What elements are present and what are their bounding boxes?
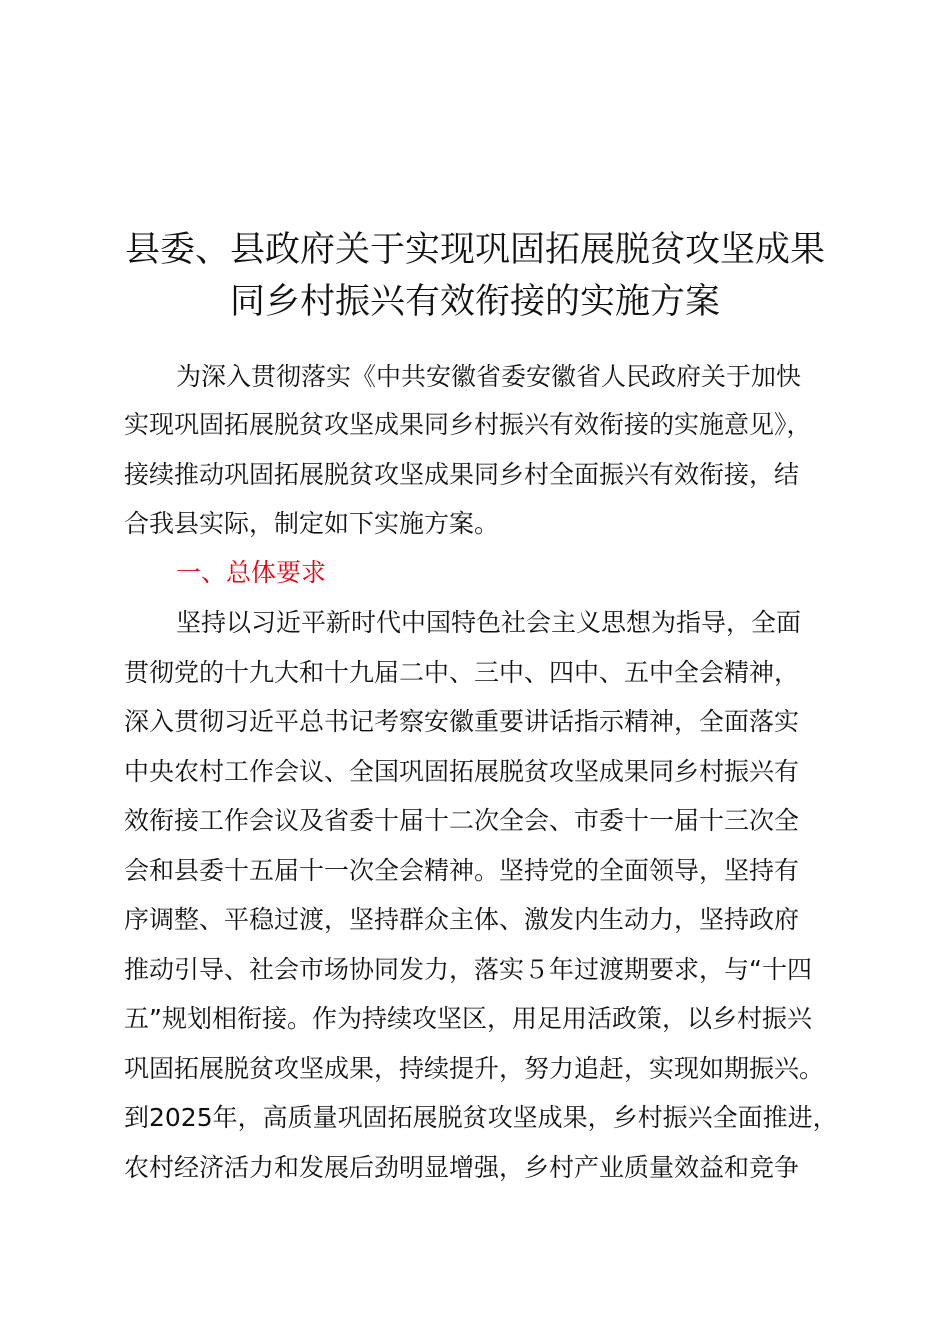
intro-line-2: 实现巩固拓展脱贫攻坚成果同乡村振兴有效衔接的实施意见》， xyxy=(124,410,812,439)
body-line-10: 巩固拓展脱贫攻坚成果，持续提升，努力追赶，实现如期振兴。 xyxy=(124,1054,825,1083)
body-line-8: 推动引导、社会市场协同发力，落实５年过渡期要求，与“十四 xyxy=(124,955,812,984)
body-line-7: 序调整、平稳过渡，坚持群众主体、激发内生动力，坚持政府 xyxy=(124,905,800,934)
body-line-11: 到2025年，高质量巩固拓展脱贫攻坚成果，乡村振兴全面推进， xyxy=(124,1103,838,1132)
body-line-1: 坚持以习近平新时代中国特色社会主义思想为指导，全面 xyxy=(176,608,802,637)
body-line-3: 深入贯彻习近平总书记考察安徽重要讲话指示精神，全面落实 xyxy=(124,707,800,736)
body-line-9: 五”规划相衔接。作为持续攻坚区，用足用活政策，以乡村振兴 xyxy=(124,1004,812,1033)
body-line-6: 会和县委十五届十一次全会精神。坚持党的全面领导，坚持有 xyxy=(124,856,800,885)
body-line-2: 贯彻党的十九大和十九届二中、三中、四中、五中全会精神， xyxy=(124,658,800,687)
intro-line-1: 为深入贯彻落实《中共安徽省委安徽省人民政府关于加快 xyxy=(176,362,802,391)
body-line-12: 农村经济活力和发展后劲明显增强，乡村产业质量效益和竞争 xyxy=(124,1153,800,1182)
section-1-heading: 一、总体要求 xyxy=(176,558,327,587)
body-line-4: 中央农村工作会议、全国巩固拓展脱贫攻坚成果同乡村振兴有 xyxy=(124,757,800,786)
intro-line-4: 合我县实际，制定如下实施方案。 xyxy=(124,509,500,538)
document-title-line-1: 县委、县政府关于实现巩固拓展脱贫攻坚成果 xyxy=(124,230,825,270)
document-title-line-2: 同乡村振兴有效衔接的实施方案 xyxy=(229,282,720,322)
body-line-5: 效衔接工作会议及省委十届十二次全会、市委十一届十三次全 xyxy=(124,806,800,835)
intro-line-3: 接续推动巩固拓展脱贫攻坚成果同乡村全面振兴有效衔接，结 xyxy=(124,460,800,489)
